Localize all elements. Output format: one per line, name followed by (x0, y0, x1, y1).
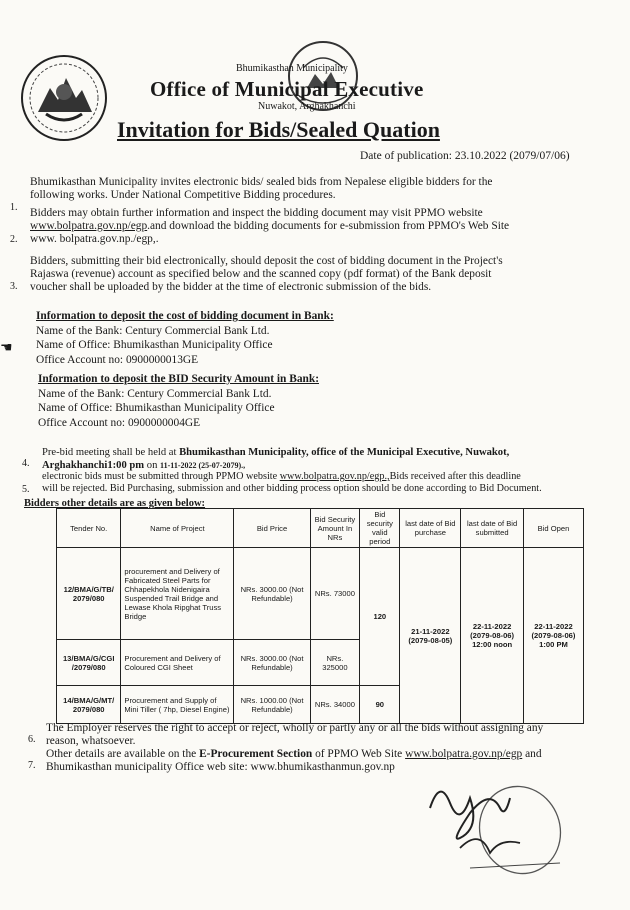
bid-security: NRs. 325000 (310, 640, 360, 686)
column-header: last date of Bid purchase (400, 509, 461, 548)
text-span: Pre-bid meeting shall be held at (42, 447, 180, 458)
text-span: Arghakhanchi1:00 pm (42, 460, 145, 471)
open-date: 22-11-2022 (2079-08-06) 1:00 PM (523, 548, 583, 724)
purchase-date: 21-11-2022 (2079-08-05) (400, 548, 461, 724)
item-number: 6. (28, 734, 36, 745)
table-header-row (57, 509, 584, 548)
column-header: Bid Price (234, 509, 310, 548)
text-line: Bidders, submitting their bid electronically, should deposit the cost of bidding document in the Project's (30, 255, 503, 267)
item-number: 7. (28, 760, 36, 771)
bid-price: NRs. 3000.00 (Not Refundable) (234, 548, 310, 640)
text-span: E-Procurement Section (199, 748, 313, 760)
ppmo-link[interactable]: www.bolpatra.gov.np/egp., (279, 471, 390, 482)
text-span: 11-11-2022 (25-07-2079)., (160, 461, 246, 470)
text-span: on (144, 460, 161, 471)
text-line (46, 748, 616, 761)
bid-price: NRs. 1000.00 (Not Refundable) (234, 686, 310, 724)
ppmo-link[interactable]: www.bolpatra.gov.np/egp (405, 748, 523, 760)
text-span: Bhumikasthan Municipality, office of the Municipal Executive, Nuwakot, (179, 447, 510, 458)
text-span: Bids received after this deadline (389, 471, 521, 482)
text-span: Other details are available on the (46, 748, 200, 760)
text-line: Rajaswa (revenue) account as specified below and the scanned copy (pdf format) of the Bank deposit (30, 268, 492, 280)
text-line: Name of Office: Bhumikasthan Municipality Office (38, 402, 275, 414)
text-line: will be rejected. Bid Purchasing, submission and other bidding process option should be done according to Bid Document. (42, 483, 542, 494)
office-title: Office of Municipal Executive (150, 77, 424, 101)
text-line: following works. Under National Competitive Bidding procedures. (30, 189, 336, 201)
tender-no: 13/BMA/G/CGI /2079/080 (57, 640, 121, 686)
text-line: The Employer reserves the right to accept or reject, wholly or partly any or all the bids without assigning any (46, 722, 544, 734)
project-name: Procurement and Supply of Mini Tiller ( 7hp, Diesel Engine) (121, 686, 234, 724)
text-line: Bidders may obtain further information and inspect the bidding document may visit PPMO website (30, 207, 483, 219)
item-number: 4. (22, 458, 30, 469)
table-heading: Bidders other details are as given below: (24, 498, 206, 509)
text-line: Name of the Bank: Century Commercial Bank Ltd. (38, 387, 272, 400)
ppmo-link[interactable]: www.bolpatra.gov.np/egp (30, 220, 148, 232)
section-heading: Information to deposit the BID Security Amount in Bank: (38, 373, 319, 385)
paragraph-item-3 (30, 255, 600, 294)
text-span: .and download the bidding documents for e-submission from PPMO's Web Site (147, 220, 510, 232)
valid-period: 120 (360, 548, 400, 686)
text-line: www. bolpatra.gov.np./egp,. (30, 233, 159, 245)
office-location: Nuwakot, Arghakhanchi (258, 101, 356, 112)
table-row (57, 548, 584, 640)
notice-title: Invitation for Bids/Sealed Quation (117, 117, 440, 142)
item-number: 3. (10, 281, 18, 292)
column-header: Bid Open (523, 509, 583, 548)
item-number: 1. (10, 202, 18, 213)
bank-info-security (38, 372, 598, 430)
paragraph-item-6 (46, 722, 606, 748)
paragraph-item-5 (42, 471, 612, 495)
column-header: last date of Bid submitted (461, 509, 524, 548)
section-heading: Information to deposit the cost of bidding document in Bank: (36, 310, 334, 322)
bid-security: NRs. 34000 (310, 686, 360, 724)
column-header: Tender No. (57, 509, 121, 548)
hand-pointer-icon: ☚ (0, 341, 13, 356)
text-span: of PPMO Web Site (312, 748, 406, 760)
tender-no: 14/BMA/G/MT/ 2079/080 (57, 686, 121, 724)
item-number: 5. (22, 484, 30, 495)
municipality-name: Bhumikasthan Municipality (236, 63, 348, 74)
text-line: Name of Office: Bhumikasthan Municipality Office (36, 339, 273, 351)
text-span: and (522, 748, 542, 760)
text-line: reason, whatsoever. (46, 735, 136, 747)
paragraph-item-2 (30, 207, 600, 246)
paragraph-item-1 (30, 176, 600, 202)
project-name: procurement and Delivery of Fabricated Steel Parts for Chhapekhola Nidenigaira Suspended Trail Bridge and Lewase Khola Ripghat Truss Bridge (121, 548, 234, 640)
paragraph-item-4 (42, 446, 602, 472)
bid-details-table (56, 508, 584, 724)
column-header: Bid Security Amount In NRs (310, 509, 360, 548)
text-line: Bhumikasthan Municipality invites electronic bids/ sealed bids from Nepalese eligible bidders for the (30, 176, 493, 188)
submit-date: 22-11-2022 (2079-08-06) 12:00 noon (461, 548, 524, 724)
text-line: voucher shall be uploaded by the bidder at the time of electronic submission of the bids. (30, 281, 432, 293)
publication-date: Date of publication: 23.10.2022 (2079/07/06) (360, 150, 570, 162)
valid-period: 90 (360, 686, 400, 724)
text-line: Office Account no: 0900000004GE (38, 416, 201, 429)
text-line: Name of the Bank: Century Commercial Bank Ltd. (36, 324, 270, 337)
column-header: Bid security valid period (360, 509, 400, 548)
project-name: Procurement and Delivery of Coloured CGI Sheet (121, 640, 234, 686)
bid-security: NRs. 73000 (310, 548, 360, 640)
signature-and-stamp (410, 768, 570, 888)
bank-info-cost (36, 309, 596, 367)
text-span: electronic bids must be submitted through PPMO website (42, 471, 280, 482)
bid-price: NRs. 3000.00 (Not Refundable) (234, 640, 310, 686)
text-line: Office Account no: 0900000013GE (36, 353, 199, 366)
tender-no: 12/BMA/G/TB/ 2079/080 (57, 548, 121, 640)
column-header: Name of Project (121, 509, 234, 548)
nepal-emblem-logo (18, 52, 110, 144)
text-line (30, 220, 600, 233)
item-number: 2. (10, 234, 18, 245)
text-line (42, 471, 612, 483)
text-line (42, 446, 602, 459)
text-line: Bhumikasthan municipality Office web site: www.bhumikasthanmun.gov.np (46, 761, 395, 773)
